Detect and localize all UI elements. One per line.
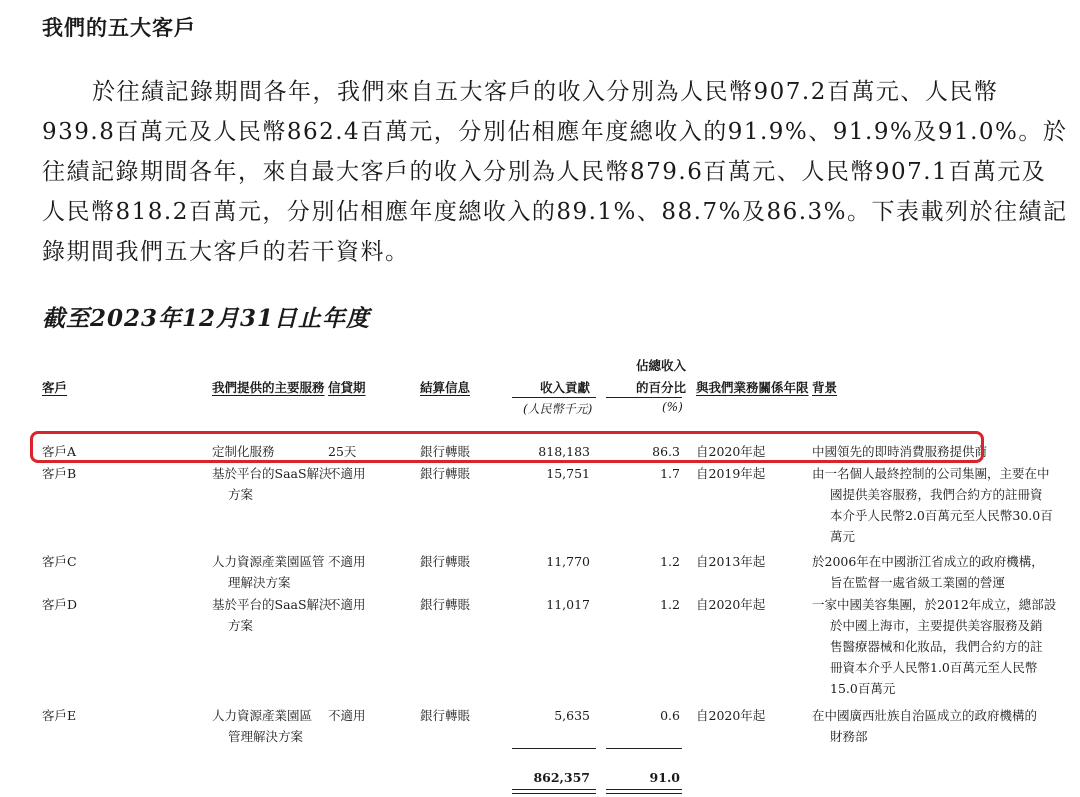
cell-service-cont: 方案 bbox=[228, 487, 254, 502]
paragraph-line-4: 人民幣818.2百萬元，分別佔相應年度總收入的89.1%、88.7%及86.3%。下表載列於往績記 bbox=[42, 199, 1068, 225]
table-title: 截至2023年12月31日止年度 bbox=[42, 305, 371, 332]
cell-revenue: 15,751 bbox=[546, 466, 590, 481]
cell-credit: 不適用 bbox=[328, 554, 366, 569]
cell-credit: 不適用 bbox=[328, 466, 366, 481]
header-credit: 信貸期 bbox=[328, 380, 366, 395]
cell-pct: 1.7 bbox=[660, 466, 680, 481]
cell-years: 自2020年起 bbox=[696, 597, 766, 612]
cell-background-cont: 萬元 bbox=[830, 529, 856, 544]
header-service: 我們提供的主要服務 bbox=[212, 380, 325, 395]
header-settlement: 結算信息 bbox=[420, 380, 471, 395]
cell-background: 於2006年在中國浙江省成立的政府機構， bbox=[812, 554, 1044, 569]
highlight-box bbox=[30, 431, 984, 463]
cell-service: 人力資源產業園區 bbox=[212, 708, 313, 723]
cell-customer: 客戶E bbox=[42, 708, 77, 723]
header-background: 背景 bbox=[812, 380, 838, 395]
cell-background: 中國領先的即時消費服務提供商 bbox=[812, 444, 988, 459]
cell-background: 在中國廣西壯族自治區成立的政府機構的 bbox=[812, 708, 1038, 723]
cell-background: 一家中國美容集團，於2012年成立，總部設 bbox=[812, 597, 1057, 612]
cell-settlement: 銀行轉賬 bbox=[420, 597, 471, 612]
section-heading: 我們的五大客戶 bbox=[42, 16, 196, 40]
cell-service-cont: 理解決方案 bbox=[228, 575, 291, 590]
subtotal-rule-pct bbox=[606, 748, 682, 749]
cell-background-cont: 旨在監督一處省級工業園的營運 bbox=[830, 575, 1006, 590]
cell-revenue: 11,017 bbox=[546, 597, 590, 612]
paragraph-line-3: 往績記錄期間各年，來自最大客戶的收入分別為人民幣879.6百萬元、人民幣907.1百萬元及 bbox=[42, 159, 1047, 185]
cell-service: 基於平台的SaaS解決 bbox=[212, 597, 332, 612]
subtotal-rule-revenue bbox=[512, 748, 596, 749]
total-revenue: 862,357 bbox=[533, 770, 590, 785]
total-double-rule-revenue bbox=[512, 789, 596, 794]
cell-revenue: 818,183 bbox=[538, 444, 590, 459]
cell-settlement: 銀行轉賬 bbox=[420, 466, 471, 481]
cell-background-cont: 於中國上海市，主要提供美容服務及銷 bbox=[830, 618, 1043, 633]
header-years: 與我們業務關係年限 bbox=[696, 380, 809, 395]
cell-background: 由一名個人最終控制的公司集團，主要在中 bbox=[812, 466, 1050, 481]
cell-pct: 1.2 bbox=[660, 597, 680, 612]
cell-background-cont: 冊資本介乎人民幣1.0百萬元至人民幣 bbox=[830, 660, 1038, 675]
header-customer: 客戶 bbox=[42, 380, 68, 395]
cell-years: 自2020年起 bbox=[696, 444, 766, 459]
header-pct-line2: 的百分比 bbox=[636, 380, 687, 395]
cell-service-cont: 方案 bbox=[228, 618, 254, 633]
cell-revenue: 5,635 bbox=[554, 708, 590, 723]
cell-background-cont: 國提供美容服務，我們合約方的註冊資 bbox=[830, 487, 1043, 502]
header-revenue-unit: (人民幣千元) bbox=[523, 402, 593, 416]
cell-settlement: 銀行轉賬 bbox=[420, 554, 471, 569]
cell-background-cont: 本介乎人民幣2.0百萬元至人民幣30.0百 bbox=[830, 508, 1053, 523]
cell-pct: 0.6 bbox=[660, 708, 680, 723]
header-pct-line1: 佔總收入 bbox=[636, 358, 687, 373]
header-pct-unit: (%) bbox=[662, 400, 683, 414]
cell-pct: 1.2 bbox=[660, 554, 680, 569]
cell-settlement: 銀行轉賬 bbox=[420, 444, 471, 459]
cell-customer: 客戶D bbox=[42, 597, 78, 612]
cell-years: 自2020年起 bbox=[696, 708, 766, 723]
cell-background-cont: 15.0百萬元 bbox=[830, 681, 896, 696]
cell-credit: 不適用 bbox=[328, 708, 366, 723]
total-pct: 91.0 bbox=[649, 770, 680, 785]
cell-pct: 86.3 bbox=[652, 444, 680, 459]
cell-customer: 客戶A bbox=[42, 444, 77, 459]
cell-settlement: 銀行轉賬 bbox=[420, 708, 471, 723]
cell-background-cont: 財務部 bbox=[830, 729, 868, 744]
cell-customer: 客戶B bbox=[42, 466, 77, 481]
total-double-rule-pct bbox=[606, 789, 682, 794]
paragraph-line-2: 939.8百萬元及人民幣862.4百萬元，分別佔相應年度總收入的91.9%、91.9%及91.0%。於 bbox=[42, 119, 1068, 145]
cell-service: 基於平台的SaaS解決 bbox=[212, 466, 332, 481]
paragraph-line-1: 於往績記錄期間各年，我們來自五大客戶的收入分別為人民幣907.2百萬元、人民幣 bbox=[92, 79, 999, 105]
header-rule-revenue bbox=[512, 397, 596, 398]
cell-years: 自2019年起 bbox=[696, 466, 766, 481]
cell-credit: 25天 bbox=[328, 444, 357, 459]
cell-customer: 客戶C bbox=[42, 554, 77, 569]
cell-credit: 不適用 bbox=[328, 597, 366, 612]
cell-revenue: 11,770 bbox=[546, 554, 590, 569]
cell-service-cont: 管理解決方案 bbox=[228, 729, 304, 744]
cell-years: 自2013年起 bbox=[696, 554, 766, 569]
header-rule-pct bbox=[606, 397, 682, 398]
header-revenue: 收入貢獻 bbox=[540, 380, 591, 395]
paragraph-line-5: 錄期間我們五大客戶的若干資料。 bbox=[42, 239, 410, 265]
cell-service: 人力資源產業園區管 bbox=[212, 554, 325, 569]
cell-service: 定制化服務 bbox=[212, 444, 275, 459]
cell-background-cont: 售醫療器械和化妝品，我們合約方的註 bbox=[830, 639, 1043, 654]
